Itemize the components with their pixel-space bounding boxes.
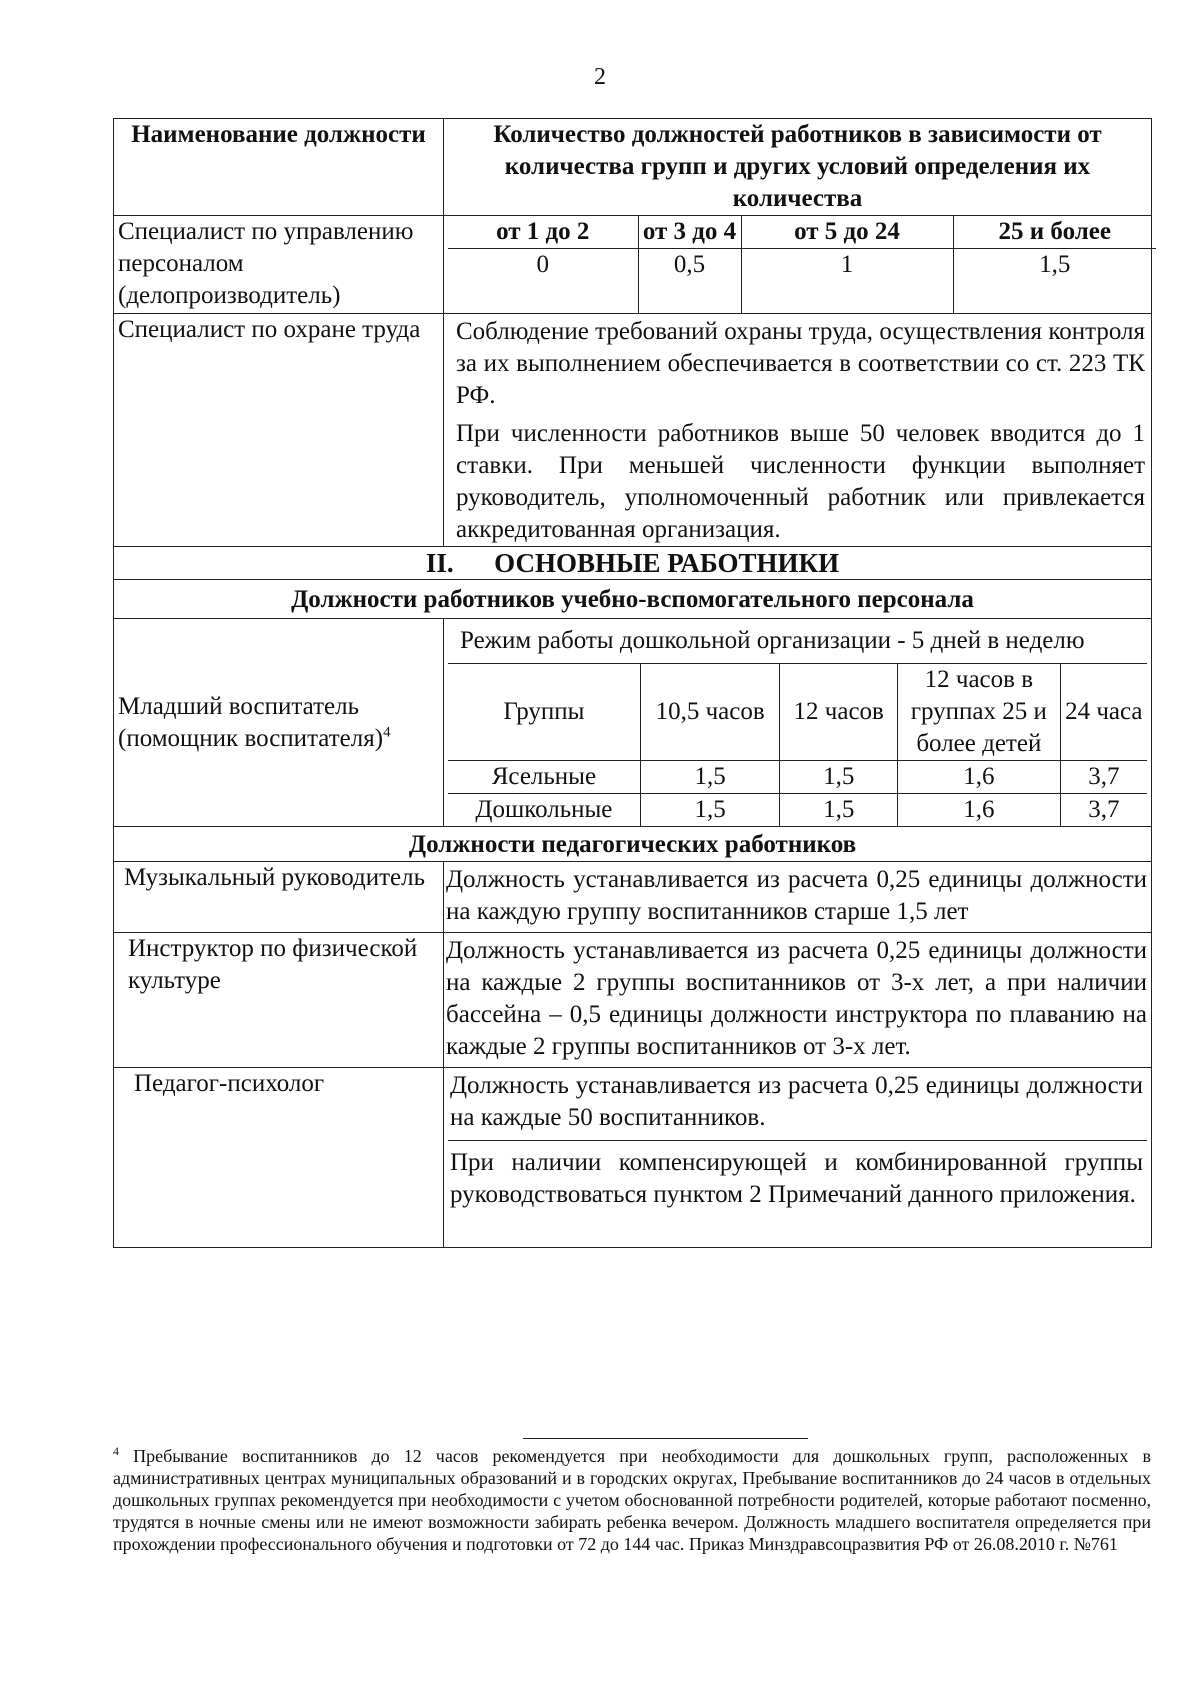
- labor-safety-description: [444, 314, 1152, 547]
- pe-instructor-label: Инструктор по физической культуре: [128, 935, 418, 994]
- schedule-value: 1,5: [780, 794, 898, 827]
- section-number: II.: [425, 548, 454, 578]
- schedule-header: 12 часов в группах 25 и более детей: [898, 664, 1061, 761]
- range-value: 0,5: [638, 249, 741, 314]
- work-mode-text: Режим работы дошкольной организации - 5 дней в неделю: [460, 627, 1085, 654]
- range-header: от 3 до 4: [638, 216, 741, 249]
- footnote-text: Пребывание воспитанников до 12 часов рекомендуется при необходимости для дошкольных групп, расположенных в административных центрах муниципальных образований и в городских округах, Пребывание воспитанников до 24 часов в отдельных дошкольных группах рекомендуется при необходимости с учетом обоснованной потребности родителей, которые работают посменно, трудятся в ночные смены или не имеют возможности забирать ребенка вечером. Должность младшего воспитателя определяется при прохождении профессионального обучения и подготовки от 72 до 144 час. Приказ Минздравсоцразвития РФ от 26.08.2010 г. №761: [113, 1446, 1151, 1554]
- group-name: Дошкольные: [448, 794, 640, 827]
- table-row-labor-safety: [114, 314, 1152, 547]
- labor-safety-paragraph-2: При численности работников выше 50 человек вводится до 1 ставки. При меньшей численности функции выполняет руководитель, уполномоченный работник или привлекается аккредитованная организация.: [456, 420, 1145, 543]
- table-row-music-director: [114, 862, 1152, 933]
- schedule-row: [448, 761, 1147, 794]
- schedule-value: 1,5: [780, 761, 898, 794]
- psychologist-text-2: При наличии компенсирующей и комбинированной группы руководствоваться пунктом 2 Примечаний данного приложения.: [450, 1149, 1143, 1208]
- position-name-pe-instructor: [114, 933, 444, 1068]
- ranges-header-row: [448, 216, 1156, 249]
- table-row-junior-educator: [114, 619, 1152, 827]
- subsection-row-support: [114, 580, 1152, 619]
- range-header: от 1 до 2: [448, 216, 638, 249]
- schedule-header: 12 часов: [780, 664, 898, 761]
- range-value: 1,5: [953, 249, 1156, 314]
- psychologist-text-1: Должность устанавливается из расчета 0,25 единицы должности на каждые 50 воспитанников.: [448, 1068, 1147, 1141]
- schedule-value: 3,7: [1060, 761, 1147, 794]
- hr-specialist-ranges-table: [448, 216, 1156, 313]
- psychologist-description: [444, 1068, 1152, 1248]
- footnote: [113, 1445, 1151, 1555]
- group-name: Ясельные: [448, 761, 640, 794]
- position-name-junior-educator: [114, 619, 444, 827]
- section-title: [114, 547, 1152, 580]
- hr-specialist-ranges-cell: [444, 216, 1152, 314]
- schedule-value: 3,7: [1060, 794, 1147, 827]
- schedule-header: 10,5 часов: [640, 664, 780, 761]
- page-number: 2: [594, 64, 606, 90]
- subsection-row-pedagogical: [114, 827, 1152, 862]
- footnote-reference: 4: [383, 724, 391, 741]
- table-header-row: [114, 119, 1152, 216]
- ranges-value-row: [448, 249, 1156, 314]
- section-header-row: [114, 547, 1152, 580]
- position-name-labor-safety: Специалист по охране труда: [114, 314, 444, 547]
- music-director-description: Должность устанавливается из расчета 0,25 единицы должности на каждую группу воспитанников старше 1,5 лет: [444, 862, 1152, 933]
- schedule-value: 1,6: [898, 761, 1061, 794]
- schedule-value: 1,6: [898, 794, 1061, 827]
- labor-safety-paragraph-1: Соблюдение требований охраны труда, осуществления контроля за их выполнением обеспечивается в соответствии со ст. 223 ТК РФ.: [456, 318, 1145, 409]
- position-name-hr-specialist: Специалист по управлению персоналом (делопроизводитель): [114, 216, 444, 314]
- header-quantity: Количество должностей работников в зависимости от количества групп и других условий определения их количества: [444, 119, 1152, 216]
- schedule-value: 1,5: [640, 761, 780, 794]
- schedule-header: Группы: [448, 664, 640, 761]
- pe-instructor-description: Должность устанавливается из расчета 0,25 единицы должности на каждые 2 группы воспитанников от 3-х лет, а при наличии бассейна – 0,5 единицы должности инструктора по плаванию на каждые 2 группы воспитанников от 3-х лет.: [444, 933, 1152, 1068]
- range-header: от 5 до 24: [741, 216, 953, 249]
- schedule-header: 24 часа: [1060, 664, 1147, 761]
- footnote-divider: [523, 1438, 808, 1439]
- range-value: 0: [448, 249, 638, 314]
- junior-educator-details: [444, 619, 1152, 827]
- staffing-table: [113, 118, 1152, 1248]
- table-row-hr-specialist: [114, 216, 1152, 314]
- header-position-name: Наименование должности: [114, 119, 444, 216]
- table-row-psychologist: [114, 1068, 1152, 1248]
- footnote-mark: 4: [113, 1444, 119, 1458]
- schedule-row: [448, 794, 1147, 827]
- section-name: ОСНОВНЫЕ РАБОТНИКИ: [494, 548, 840, 578]
- schedule-header-row: [448, 664, 1147, 761]
- schedule-value: 1,5: [640, 794, 780, 827]
- junior-educator-label: Младший воспитатель (помощник воспитателя): [118, 692, 384, 752]
- junior-educator-schedule-table: [448, 663, 1147, 826]
- table-row-pe-instructor: [114, 933, 1152, 1068]
- range-value: 1: [741, 249, 953, 314]
- position-name-psychologist: Педагог-психолог: [114, 1068, 444, 1248]
- range-header: 25 и более: [953, 216, 1156, 249]
- subsection-title-support: Должности работников учебно-вспомогательного персонала: [114, 580, 1152, 619]
- position-name-music-director: Музыкальный руководитель: [114, 862, 444, 933]
- subsection-title-pedagogical: Должности педагогических работников: [114, 827, 1152, 862]
